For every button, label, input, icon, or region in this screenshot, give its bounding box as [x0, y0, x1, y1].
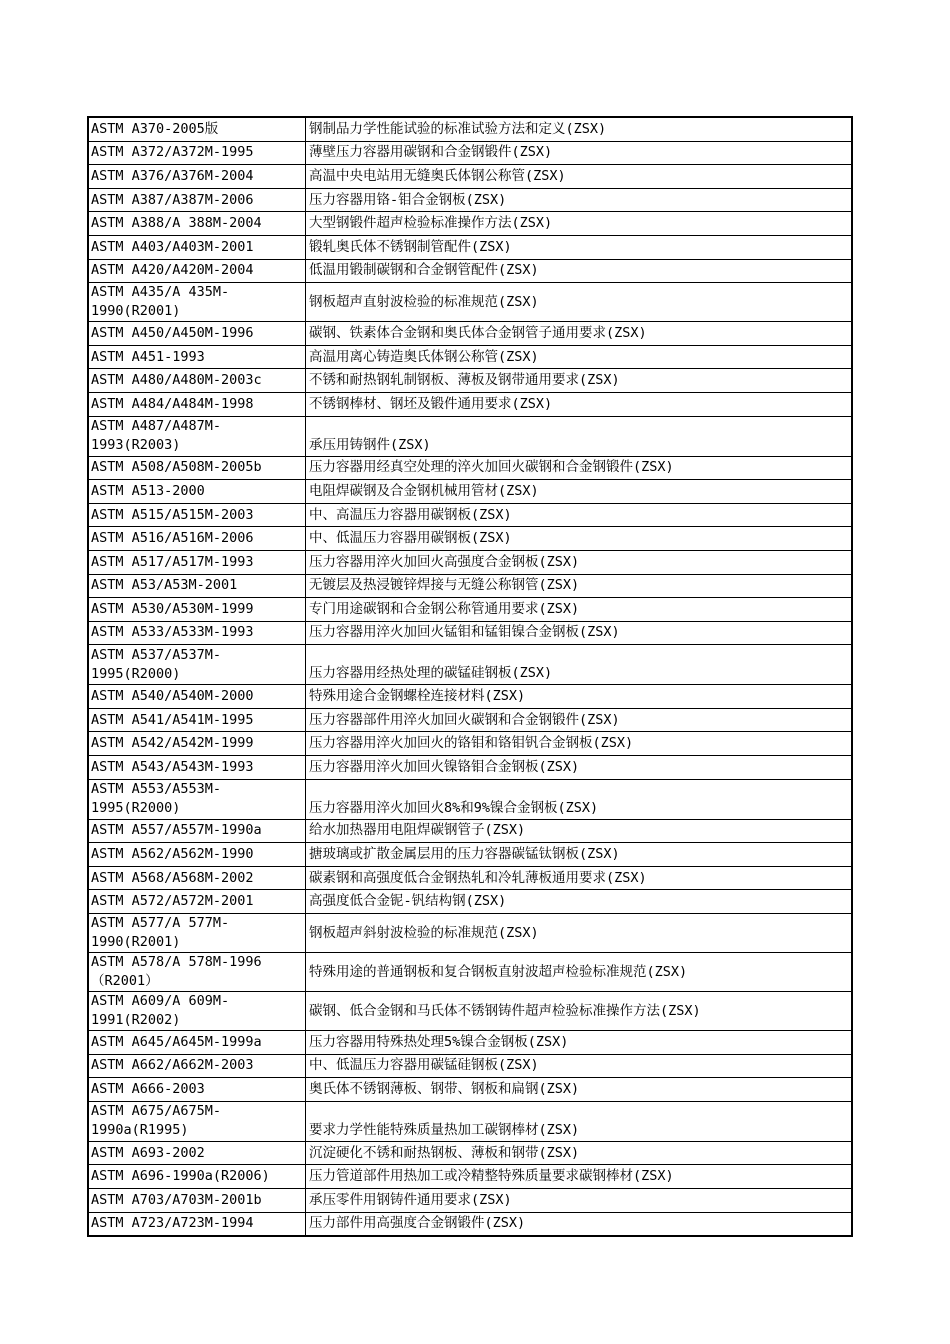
- table-row: [88, 992, 852, 1031]
- standard-title-cell: 压力容器用淬火加回火锰钼和锰钼镍合金钢板(ZSX): [306, 621, 853, 645]
- table-row: [88, 1101, 852, 1141]
- table-row: [88, 283, 852, 322]
- table-row: [88, 392, 852, 416]
- table-row: [88, 1212, 852, 1236]
- standard-code-cell: ASTM A480/A480M-2003c: [88, 369, 306, 393]
- standard-code-cell: ASTM A540/A540M-2000: [88, 685, 306, 709]
- standard-title-cell: 压力容器用经真空处理的淬火加回火碳钢和合金钢锻件(ZSX): [306, 456, 853, 480]
- table-row: [88, 456, 852, 480]
- standard-title-cell: 要求力学性能特殊质量热加工碳钢棒材(ZSX): [306, 1101, 853, 1141]
- standard-title-cell: 高温中央电站用无缝奥氏体钢公称管(ZSX): [306, 165, 853, 189]
- standard-title-cell: 压力管道部件用热加工或冷精整特殊质量要求碳钢棒材(ZSX): [306, 1165, 853, 1189]
- standard-title-cell: 特殊用途合金钢螺栓连接材料(ZSX): [306, 685, 853, 709]
- table-row: [88, 708, 852, 732]
- table-row: [88, 1141, 852, 1165]
- standard-title-cell: 电阻焊碳钢及合金钢机械用管材(ZSX): [306, 480, 853, 504]
- table-row: [88, 369, 852, 393]
- standard-code-cell: ASTM A562/A562M-1990: [88, 843, 306, 867]
- standards-table: [87, 116, 853, 1237]
- standard-title-cell: 钢板超声斜射波检验的标准规范(ZSX): [306, 914, 853, 953]
- table-row: [88, 756, 852, 780]
- standard-title-cell: 压力容器用经热处理的碳锰硅钢板(ZSX): [306, 645, 853, 685]
- standard-code-cell: ASTM A372/A372M-1995: [88, 141, 306, 165]
- standard-code-cell: ASTM A553/A553M- 1995(R2000): [88, 779, 306, 819]
- standard-title-cell: 承压零件用钢铸件通用要求(ZSX): [306, 1189, 853, 1213]
- standards-table-body: [88, 117, 852, 1236]
- standard-code-cell: ASTM A403/A403M-2001: [88, 235, 306, 259]
- standard-title-cell: 高强度低合金铌-钒结构钢(ZSX): [306, 890, 853, 914]
- standard-code-cell: ASTM A662/A662M-2003: [88, 1054, 306, 1078]
- standard-code-cell: ASTM A572/A572M-2001: [88, 890, 306, 914]
- standard-code-cell: ASTM A703/A703M-2001b: [88, 1189, 306, 1213]
- standard-title-cell: 大型钢锻件超声检验标准操作方法(ZSX): [306, 212, 853, 236]
- standard-title-cell: 碳钢、铁素体合金钢和奥氏体合金钢管子通用要求(ZSX): [306, 322, 853, 346]
- table-row: [88, 1165, 852, 1189]
- table-row: [88, 866, 852, 890]
- standard-code-cell: ASTM A723/A723M-1994: [88, 1212, 306, 1236]
- standard-title-cell: 碳素钢和高强度低合金钢热轧和冷轧薄板通用要求(ZSX): [306, 866, 853, 890]
- standard-title-cell: 锻轧奥氏体不锈钢制管配件(ZSX): [306, 235, 853, 259]
- table-row: [88, 550, 852, 574]
- standard-code-cell: ASTM A517/A517M-1993: [88, 550, 306, 574]
- standard-title-cell: 碳钢、低合金钢和马氏体不锈钢铸件超声检验标准操作方法(ZSX): [306, 992, 853, 1031]
- standard-code-cell: ASTM A696-1990a(R2006): [88, 1165, 306, 1189]
- table-row: [88, 685, 852, 709]
- standard-title-cell: 特殊用途的普通钢板和复合钢板直射波超声检验标准规范(ZSX): [306, 953, 853, 992]
- standard-code-cell: ASTM A609/A 609M- 1991(R2002): [88, 992, 306, 1031]
- table-row: [88, 322, 852, 346]
- standard-code-cell: ASTM A693-2002: [88, 1141, 306, 1165]
- standard-title-cell: 钢制品力学性能试验的标准试验方法和定义(ZSX): [306, 117, 853, 141]
- standard-title-cell: 压力容器用淬火加回火的铬钼和铬钼钒合金钢板(ZSX): [306, 732, 853, 756]
- standard-code-cell: ASTM A533/A533M-1993: [88, 621, 306, 645]
- standard-title-cell: 中、低温压力容器用碳钢板(ZSX): [306, 527, 853, 551]
- table-row: [88, 141, 852, 165]
- standard-title-cell: 中、低温压力容器用碳锰硅钢板(ZSX): [306, 1054, 853, 1078]
- standard-code-cell: ASTM A515/A515M-2003: [88, 503, 306, 527]
- standard-title-cell: 压力容器用淬火加回火高强度合金钢板(ZSX): [306, 550, 853, 574]
- standard-code-cell: ASTM A542/A542M-1999: [88, 732, 306, 756]
- standard-title-cell: 无镀层及热浸镀锌焊接与无缝公称钢管(ZSX): [306, 574, 853, 598]
- standard-code-cell: ASTM A53/A53M-2001: [88, 574, 306, 598]
- standard-code-cell: ASTM A435/A 435M- 1990(R2001): [88, 283, 306, 322]
- standard-code-cell: ASTM A450/A450M-1996: [88, 322, 306, 346]
- standard-code-cell: ASTM A578/A 578M-1996 （R2001）: [88, 953, 306, 992]
- standard-code-cell: ASTM A645/A645M-1999a: [88, 1031, 306, 1055]
- standard-code-cell: ASTM A387/A387M-2006: [88, 188, 306, 212]
- standard-title-cell: 压力容器用特殊热处理5%镍合金钢板(ZSX): [306, 1031, 853, 1055]
- table-row: [88, 843, 852, 867]
- table-row: [88, 1189, 852, 1213]
- standard-title-cell: 压力容器用淬火加回火8%和9%镍合金钢板(ZSX): [306, 779, 853, 819]
- table-row: [88, 527, 852, 551]
- standard-code-cell: ASTM A420/A420M-2004: [88, 259, 306, 283]
- standard-code-cell: ASTM A543/A543M-1993: [88, 756, 306, 780]
- standard-title-cell: 压力容器部件用淬火加回火碳钢和合金钢锻件(ZSX): [306, 708, 853, 732]
- table-row: [88, 779, 852, 819]
- table-row: [88, 890, 852, 914]
- standard-code-cell: ASTM A451-1993: [88, 345, 306, 369]
- table-row: [88, 574, 852, 598]
- standard-title-cell: 不锈和耐热钢轧制钢板、薄板及钢带通用要求(ZSX): [306, 369, 853, 393]
- standard-code-cell: ASTM A675/A675M- 1990a(R1995): [88, 1101, 306, 1141]
- standard-title-cell: 承压用铸钢件(ZSX): [306, 416, 853, 456]
- standard-code-cell: ASTM A537/A537M- 1995(R2000): [88, 645, 306, 685]
- standard-title-cell: 压力容器用铬-钼合金钢板(ZSX): [306, 188, 853, 212]
- standard-title-cell: 薄壁压力容器用碳钢和合金钢锻件(ZSX): [306, 141, 853, 165]
- table-row: [88, 212, 852, 236]
- standard-code-cell: ASTM A487/A487M- 1993(R2003): [88, 416, 306, 456]
- table-row: [88, 259, 852, 283]
- standard-title-cell: 不锈钢棒材、钢坯及锻件通用要求(ZSX): [306, 392, 853, 416]
- table-row: [88, 117, 852, 141]
- standard-code-cell: ASTM A541/A541M-1995: [88, 708, 306, 732]
- standard-code-cell: ASTM A530/A530M-1999: [88, 598, 306, 622]
- table-row: [88, 1054, 852, 1078]
- standard-title-cell: 专门用途碳钢和合金钢公称管通用要求(ZSX): [306, 598, 853, 622]
- table-row: [88, 1031, 852, 1055]
- table-row: [88, 621, 852, 645]
- table-row: [88, 480, 852, 504]
- table-row: [88, 188, 852, 212]
- standard-code-cell: ASTM A376/A376M-2004: [88, 165, 306, 189]
- standard-code-cell: ASTM A513-2000: [88, 480, 306, 504]
- table-row: [88, 345, 852, 369]
- table-row: [88, 235, 852, 259]
- table-row: [88, 165, 852, 189]
- standard-title-cell: 中、高温压力容器用碳钢板(ZSX): [306, 503, 853, 527]
- standard-code-cell: ASTM A370-2005版: [88, 117, 306, 141]
- standard-code-cell: ASTM A577/A 577M- 1990(R2001): [88, 914, 306, 953]
- standard-title-cell: 沉淀硬化不锈和耐热钢板、薄板和钢带(ZSX): [306, 1141, 853, 1165]
- standard-code-cell: ASTM A484/A484M-1998: [88, 392, 306, 416]
- standard-code-cell: ASTM A508/A508M-2005b: [88, 456, 306, 480]
- standard-title-cell: 压力部件用高强度合金钢锻件(ZSX): [306, 1212, 853, 1236]
- table-row: [88, 645, 852, 685]
- standard-title-cell: 高温用离心铸造奥氏体钢公称管(ZSX): [306, 345, 853, 369]
- table-row: [88, 503, 852, 527]
- standard-title-cell: 搪玻璃或扩散金属层用的压力容器碳锰钛钢板(ZSX): [306, 843, 853, 867]
- table-row: [88, 914, 852, 953]
- table-row: [88, 598, 852, 622]
- table-row: [88, 732, 852, 756]
- standard-title-cell: 给水加热器用电阻焊碳钢管子(ZSX): [306, 819, 853, 843]
- standard-code-cell: ASTM A568/A568M-2002: [88, 866, 306, 890]
- standard-code-cell: ASTM A516/A516M-2006: [88, 527, 306, 551]
- standard-title-cell: 低温用锻制碳钢和合金钢管配件(ZSX): [306, 259, 853, 283]
- table-row: [88, 819, 852, 843]
- table-row: [88, 416, 852, 456]
- table-row: [88, 953, 852, 992]
- standard-code-cell: ASTM A557/A557M-1990a: [88, 819, 306, 843]
- standard-title-cell: 压力容器用淬火加回火镍铬钼合金钢板(ZSX): [306, 756, 853, 780]
- table-row: [88, 1078, 852, 1102]
- standard-code-cell: ASTM A666-2003: [88, 1078, 306, 1102]
- standard-title-cell: 钢板超声直射波检验的标准规范(ZSX): [306, 283, 853, 322]
- standard-title-cell: 奥氏体不锈钢薄板、钢带、钢板和扁钢(ZSX): [306, 1078, 853, 1102]
- standard-code-cell: ASTM A388/A 388M-2004: [88, 212, 306, 236]
